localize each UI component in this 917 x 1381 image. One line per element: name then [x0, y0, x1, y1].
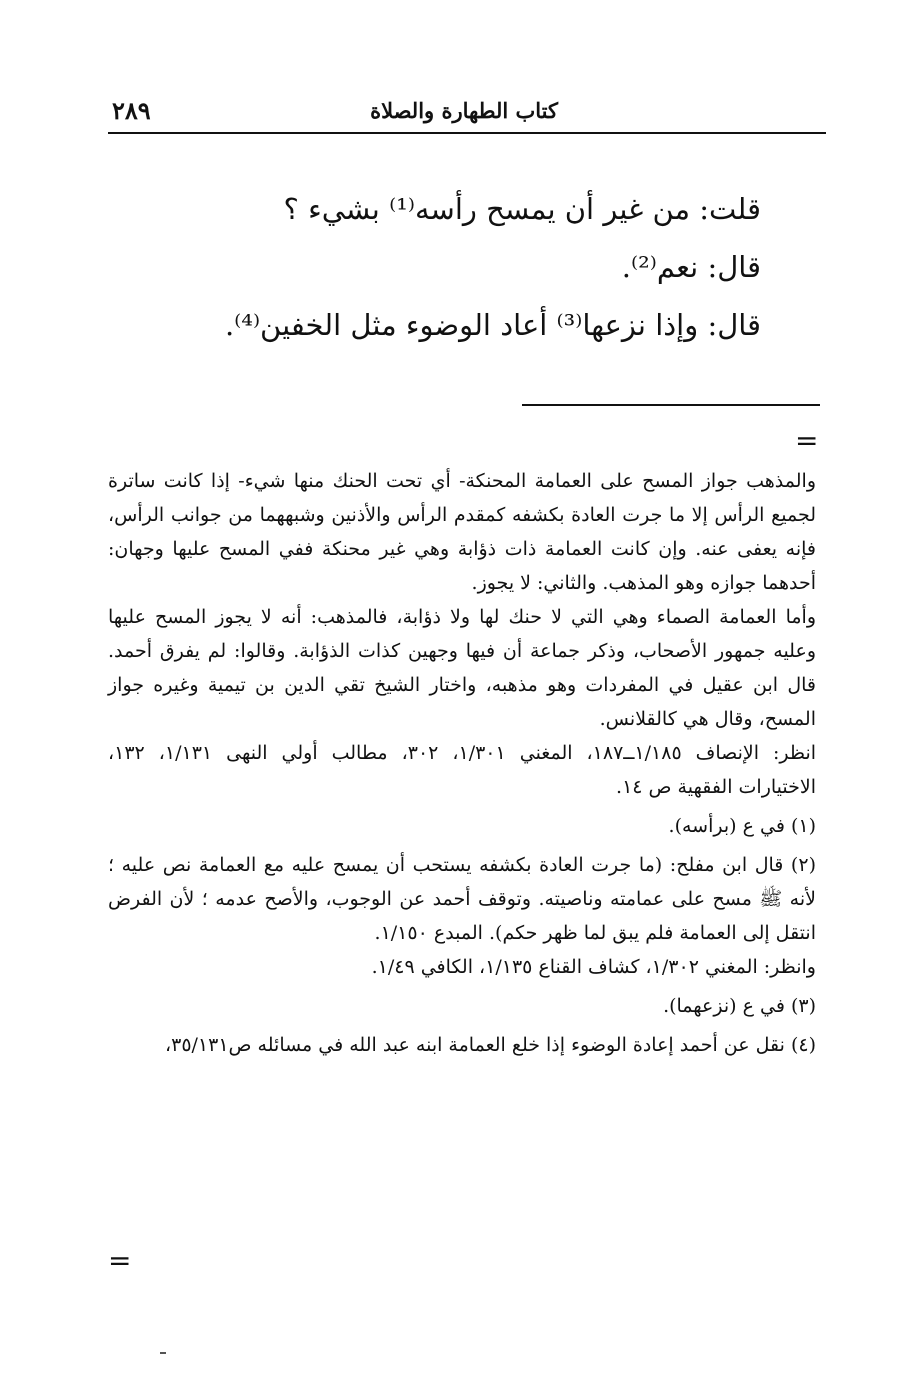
page-number: ٢٨٩ [112, 96, 151, 125]
footnotes [108, 464, 816, 1062]
footnote-paragraph: وانظر: المغني ١/٣٠٢، كشاف القناع ١/١٣٥، الكافي ١/٤٩. [371, 956, 816, 978]
footnote-2: (٢) قال ابن مفلح: (ما جرت العادة بكشفه يستحب أن يمسح عليه مع العمامة نص عليه ؛ لأنه ﷺ مسح على عمامته وناصيته. وتوقف أحمد عن الوجوب، والأصح عدمه ؛ لأن الفرض انتقل إلى العمامة فلم يبق لما ظهر حكم). المبدع ١/١٥٠. [108, 854, 816, 944]
footnote-paragraph: وأما العمامة الصماء وهي التي لا حنك لها ولا ذؤابة، فالمذهب: أنه لا يجوز المسح عليها وعليه جمهور الأصحاب، وذكر جماعة أن فيها وجهين كذات الذؤابة. وقالوا: لم يفرق أحمد. قال ابن عقيل في المفردات وهو مذهبه، واختار الشيخ تقي الدين بن تيمية وغيره جواز المسح، وقال هي كالقلانس. [108, 606, 816, 730]
footnote-3: (٣) في ع (نزعهما). [663, 995, 816, 1017]
scan-speck [160, 1352, 166, 1354]
footnote-paragraph: انظر: الإنصاف ١/١٨٥ــ١٨٧، المغني ١/٣٠١، ٣٠٢، مطالب أولي النهى ١/١٣١، ١٣٢، الاختيارات الفقهية ص ١٤. [108, 742, 817, 798]
main-line: قال: وإذا نزعها⁽³⁾ أعاد الوضوء مثل الخفين⁽⁴⁾. [224, 308, 761, 342]
running-title: كتاب الطهارة والصلاة [370, 98, 558, 123]
continuation-mark-top: = [795, 424, 819, 457]
continuation-mark-bottom: = [108, 1244, 132, 1277]
main-line: قلت: من غير أن يمسح رأسه⁽¹⁾ بشيء ؟ [283, 192, 761, 226]
footnote-paragraph: والمذهب جواز المسح على العمامة المحنكة- أي تحت الحنك منها شيء- إذا كانت ساترة لجميع الرأس إلا ما جرت العادة بكشفه كمقدم الرأس والأذنين وشبههما من جوانب الرأس، فإنه يعفى عنه. وإن كانت العمامة ذات ذؤابة وهي غير محنكة ففي المسح عليها وجهان: أحدهما جوازه وهو المذهب. والثاني: لا يجوز. [108, 470, 816, 594]
main-text [161, 180, 761, 354]
main-line: قال: نعم⁽²⁾. [621, 250, 761, 284]
footnote-4: (٤) نقل عن أحمد إعادة الوضوء إذا خلع العمامة ابنه عبد الله في مسائله ص٣٥/١٣١، [164, 1034, 816, 1056]
footnote-1: (١) في ع (برأسه). [668, 815, 816, 837]
running-header [108, 98, 826, 134]
footnote-separator [522, 404, 820, 406]
